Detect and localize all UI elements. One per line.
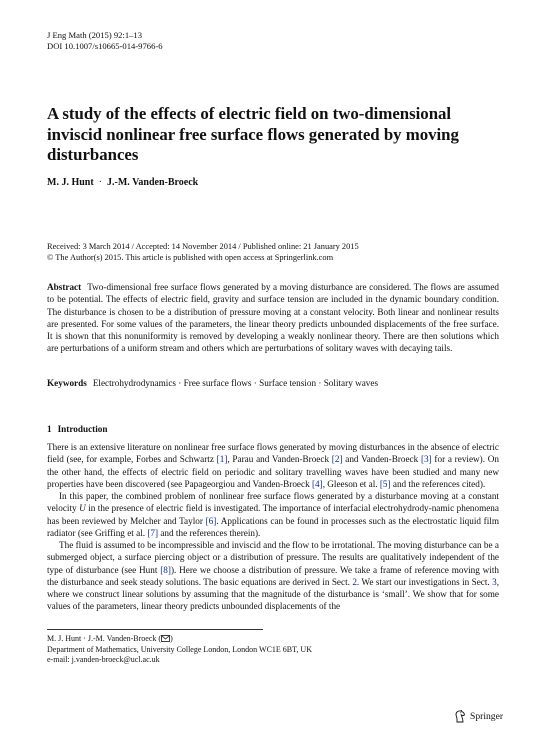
abstract-text: Two-dimensional free surface flows generated by a moving disturbance are considered. The flows are assumed to be potential. The effects of electric field, gravity and surface tension are included in the dynamic boundary condition. The disturbance is chosen to be a distribution of pressure moving at a constant velocity. Both linear and nonlinear results are presented. For some values of the parameters, the linear theory predicts unbounded displacements of the free surface. It is shown that this nonuniformity is removed by developing a weakly nonlinear theory. There are then solutions which are perturbations of a uniform stream and others which are perturbations of solitary waves with decaying tails. bbox=[47, 282, 499, 354]
doi: DOI 10.1007/s10665-014-9766-6 bbox=[47, 41, 163, 51]
footnote-divider bbox=[47, 629, 263, 630]
citation-link[interactable]: [4] bbox=[311, 478, 323, 489]
envelope-icon[interactable] bbox=[161, 634, 170, 643]
citation-link[interactable]: [2] bbox=[331, 454, 343, 465]
citation-link[interactable]: [7] bbox=[147, 527, 159, 538]
abstract-label: Abstract bbox=[47, 282, 82, 292]
author-name[interactable]: M. J. Hunt bbox=[47, 177, 94, 188]
section-link[interactable]: 2 bbox=[352, 576, 357, 587]
math-variable: U bbox=[79, 503, 86, 514]
copyright-notice: © The Author(s) 2015. This article is published with open access at Springerlink.com bbox=[47, 252, 334, 262]
affiliation: Department of Mathematics, University College London, London WC1E 6BT, UK bbox=[47, 644, 312, 654]
section-link[interactable]: 3 bbox=[492, 576, 497, 587]
citation-link[interactable]: [8] bbox=[160, 564, 171, 575]
citation-link[interactable]: [3] bbox=[420, 454, 432, 465]
keywords-text: Electrohydrodynamics · Free surface flows · Surface tension · Solitary waves bbox=[92, 378, 379, 388]
publisher-logo bbox=[454, 710, 503, 723]
citation-link[interactable]: [5] bbox=[379, 478, 391, 489]
body-text bbox=[47, 441, 499, 613]
footnote-names: M. J. Hunt · J.-M. Vanden-Broeck ( ) bbox=[47, 634, 173, 643]
citation-link[interactable]: [6] bbox=[205, 515, 217, 526]
article-title: A study of the effects of electric field on two-dimensional inviscid nonlinear free surface flows generated by moving disturbances bbox=[47, 104, 459, 164]
author-name[interactable]: J.-M. Vanden-Broeck bbox=[107, 177, 199, 188]
author-footnote bbox=[47, 634, 312, 666]
paragraph: In this paper, the combined problem of nonlinear free surface flows generated by a disturbance moving at a constant velocity U in the presence of electric field is investigated. The importance of interfacial electrohydrody-namic phenomena has been reviewed by Melcher and Taylor [6]. Applications can be found in processes such as the electrostatic liquid film radiator (see Griffing et al. [7] and the references therein). bbox=[47, 491, 499, 538]
section-heading bbox=[47, 424, 107, 434]
section-title: Introduction bbox=[57, 424, 108, 434]
abstract bbox=[47, 281, 499, 355]
keywords-label: Keywords bbox=[47, 378, 87, 388]
received-dates: Received: 3 March 2014 / Accepted: 14 November 2014 / Published online: 21 January 2015 bbox=[47, 242, 359, 251]
author-separator: · bbox=[98, 177, 103, 188]
journal-citation: J Eng Math (2015) 92:1–13 bbox=[47, 30, 143, 40]
section-number: 1 bbox=[47, 424, 52, 434]
email[interactable]: e-mail: j.vanden-broeck@ucl.ac.uk bbox=[47, 655, 160, 664]
springer-knight-icon bbox=[454, 710, 466, 723]
keywords bbox=[47, 377, 499, 389]
paragraph: There is an extensive literature on nonlinear free surface flows generated by moving disturbances in the absence of electric field (see, for example, Forbes and Schwartz [1], Parau and Vanden-Broeck [2] and Vanden-Broeck [3] for a review). On the other hand, the effects of electric field on periodic and solitary travelling waves have been studied and many new properties have been discovered (see Papageorgiou and Vanden-Broeck [4], Gleeson et al. [5] and the references cited). bbox=[47, 442, 500, 489]
citation-link[interactable]: [1] bbox=[216, 454, 228, 465]
paragraph: The fluid is assumed to be incompressible and inviscid and the flow to be irrotational. The moving disturbance can be a submerged object, a surface piercing object or a distribution of pressure. The results are qualitatively independent of the type of disturbance (see Hunt [8]). Here we choose a distribution of pressure. We take a frame of reference moving with the disturbance and seek steady solutions. The basic equations are derived in Sect. 2. We start our investigations in Sect. 3, where we construct linear solutions by assuming that the magnitude of the disturbance is ‘small’. We show that for some values of the parameters, linear theory predicts unbounded displacements of the bbox=[47, 540, 499, 612]
publisher-name: Springer bbox=[470, 711, 504, 722]
journal-header bbox=[47, 30, 163, 52]
publication-history bbox=[47, 242, 517, 263]
author-list bbox=[47, 177, 198, 188]
